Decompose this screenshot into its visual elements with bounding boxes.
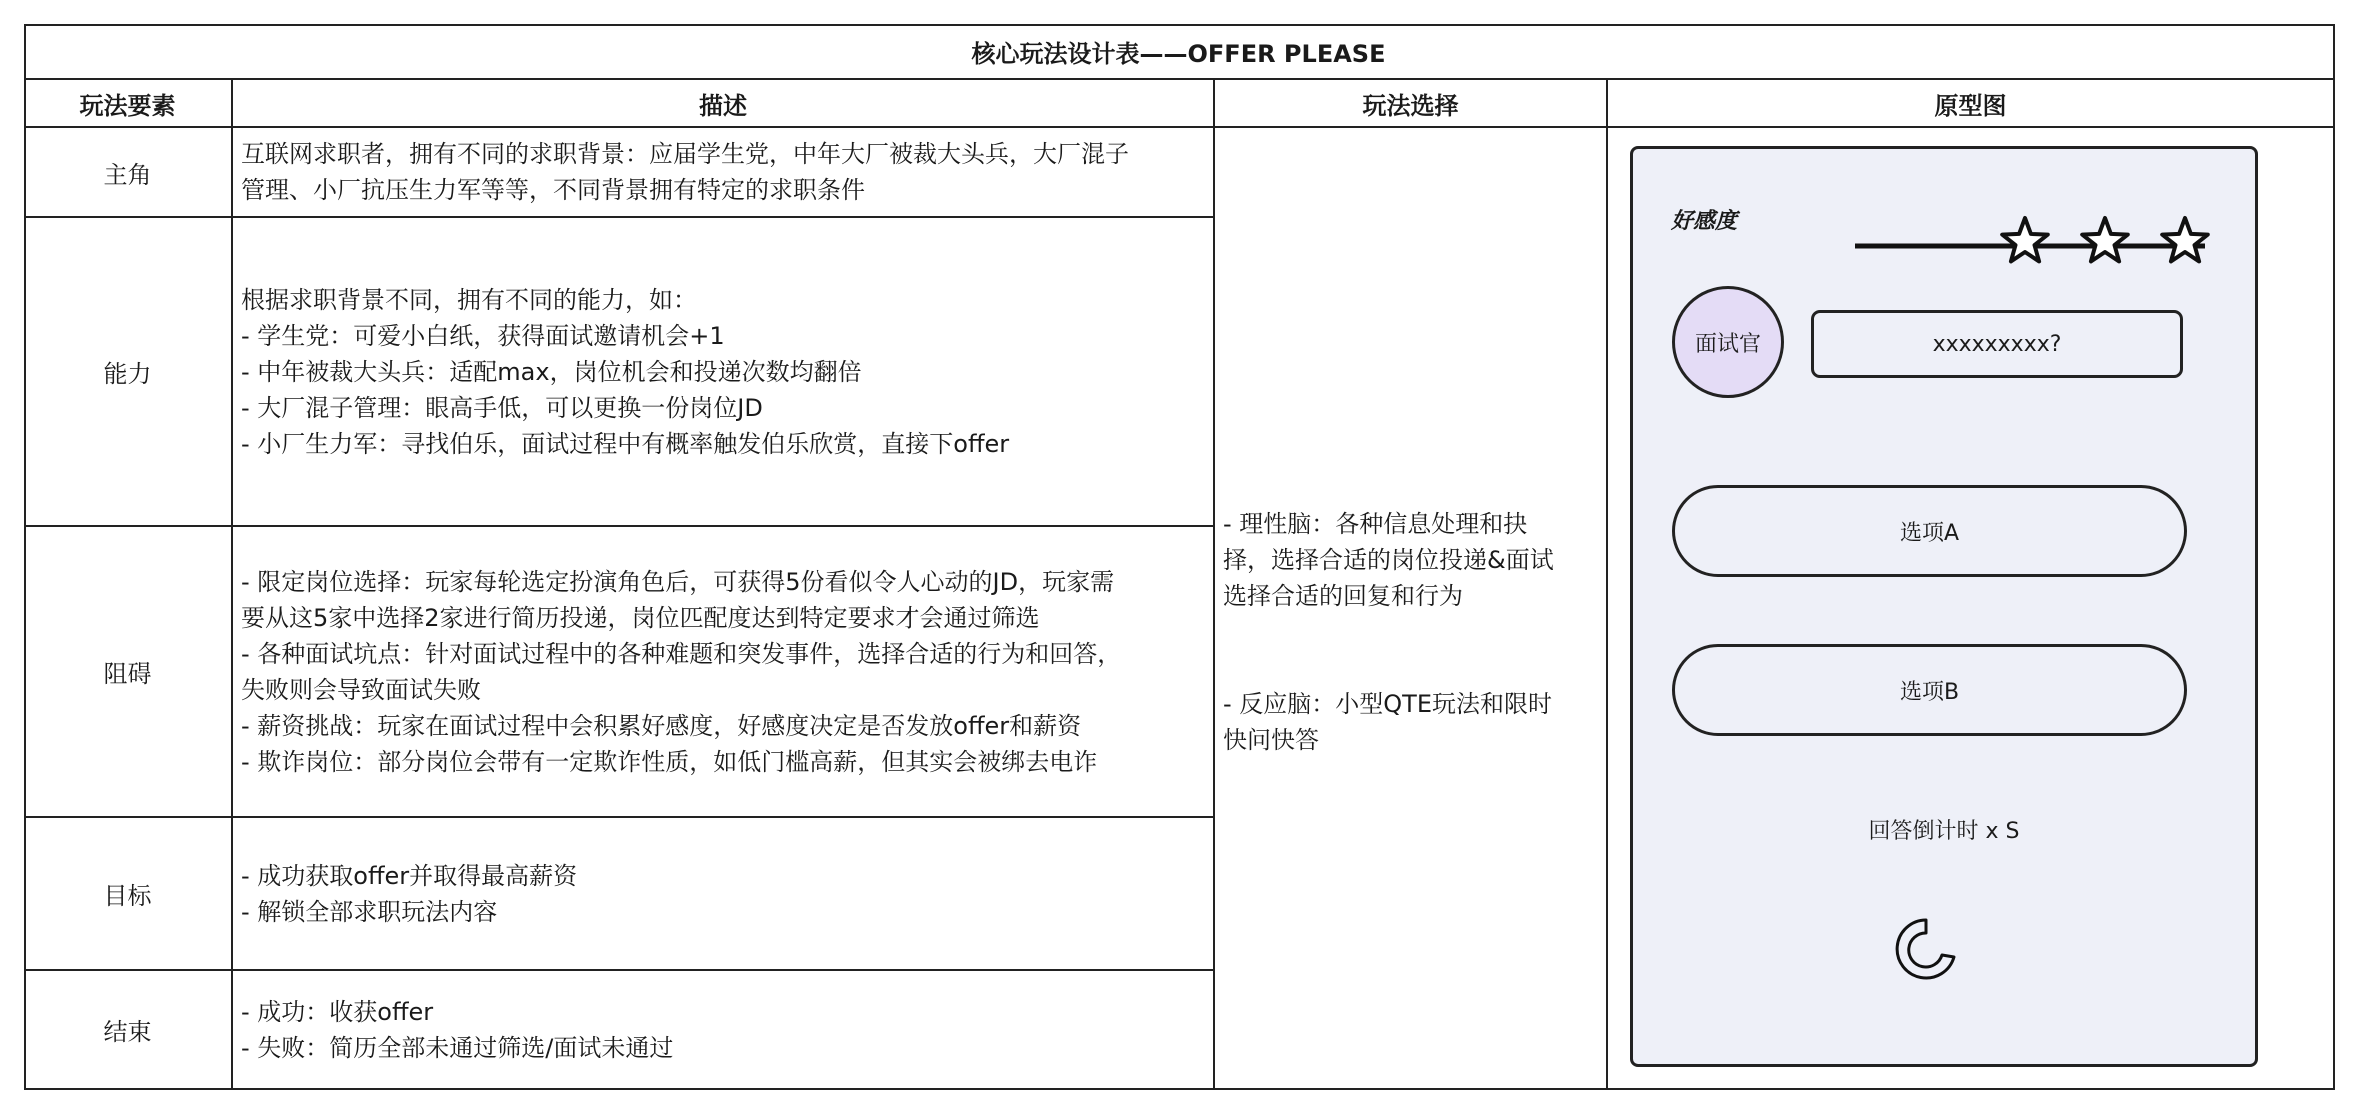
- header-description: 描述: [233, 80, 1215, 128]
- choice-line: - 理性脑：各种信息处理和抉: [1223, 510, 1528, 538]
- desc-line: - 小厂生力军：寻找伯乐，面试过程中有概率触发伯乐欣赏，直接下offer: [241, 429, 1010, 458]
- option-b-label: 选项B: [1899, 679, 1960, 705]
- table-title: 核心玩法设计表——OFFER PLEASE: [24, 24, 2335, 80]
- choice-rational: [1223, 506, 1554, 614]
- prototype-cell: [1608, 128, 2335, 1090]
- favor-stars: [2002, 218, 2208, 261]
- row-label-ability: 能力: [24, 218, 233, 527]
- choice-reflex: [1223, 686, 1552, 758]
- header-element: 玩法要素: [24, 80, 233, 128]
- desc-line: - 成功获取offer并取得最高薪资: [241, 861, 578, 890]
- desc-line: 要从这5家中选择2家进行简历投递，岗位匹配度达到特定要求才会通过筛选: [241, 603, 1040, 632]
- choice-line: 选择合适的回复和行为: [1223, 582, 1463, 610]
- desc-line: - 各种面试坑点：针对面试过程中的各种难题和突发事件，选择合适的行为和回答，: [241, 639, 1122, 668]
- interviewer-label: 面试官: [1694, 331, 1761, 357]
- star-icon: [2082, 218, 2128, 261]
- desc-line: - 学生党：可爱小白纸，获得面试邀请机会+1: [241, 321, 725, 350]
- row-label-protagonist: 主角: [24, 128, 233, 218]
- desc-line: 失败则会导致面试失败: [241, 675, 481, 704]
- countdown-text: 回答倒计时 x S: [1868, 819, 2020, 844]
- favor-meter: [1855, 176, 2215, 266]
- design-table: [24, 24, 2335, 1090]
- choice-line: 快问快答: [1223, 726, 1319, 754]
- row-label-ending: 结束: [24, 971, 233, 1090]
- row-desc-ending: [233, 971, 1215, 1090]
- desc-line: - 解锁全部求职玩法内容: [241, 897, 498, 926]
- desc-line: - 成功：收获offer: [241, 997, 434, 1026]
- option-a-button[interactable]: [1672, 485, 2187, 577]
- choice-line: - 反应脑：小型QTE玩法和限时: [1223, 690, 1553, 718]
- option-b-button[interactable]: [1672, 644, 2187, 736]
- desc-line: - 中年被裁大头兵：适配max，岗位机会和投递次数均翻倍: [241, 357, 862, 386]
- choice-line: 择，选择合适的岗位投递&面试: [1223, 546, 1554, 574]
- desc-line: 根据求职背景不同，拥有不同的能力，如：: [241, 285, 697, 314]
- desc-line: - 限定岗位选择：玩家每轮选定扮演角色后，可获得5份看似令人心动的JD，玩家需: [241, 567, 1115, 596]
- desc-line: - 欺诈岗位：部分岗位会带有一定欺诈性质，如低门槛高薪，但其实会被绑去电诈: [241, 747, 1098, 776]
- interviewer-avatar: [1672, 286, 1784, 398]
- star-icon: [2162, 218, 2208, 261]
- header-prototype: 原型图: [1608, 80, 2335, 128]
- row-label-goal: 目标: [24, 818, 233, 971]
- desc-line: 互联网求职者，拥有不同的求职背景：应届学生党，中年大厂被裁大头兵，大厂混子: [241, 140, 1129, 168]
- prototype-screen: [1630, 146, 2258, 1067]
- question-text: xxxxxxxxx?: [1932, 331, 2062, 357]
- option-a-label: 选项A: [1899, 520, 1960, 546]
- row-desc-obstacle: [233, 527, 1215, 818]
- loading-icon: [1888, 907, 1968, 987]
- desc-line: 管理、小厂抗压生力军等等，不同背景拥有特定的求职条件: [241, 176, 865, 204]
- row-desc-goal: [233, 818, 1215, 971]
- desc-line: - 失败：简历全部未通过筛选/面试未通过: [241, 1033, 674, 1062]
- favor-label: 好感度: [1671, 209, 1738, 234]
- row-label-obstacle: 阻碍: [24, 527, 233, 818]
- row-desc-ability: [233, 218, 1215, 527]
- question-bubble: [1811, 310, 2183, 378]
- row-desc-protagonist: [233, 128, 1215, 218]
- header-choice: 玩法选择: [1215, 80, 1608, 128]
- desc-line: - 薪资挑战：玩家在面试过程中会积累好感度，好感度决定是否发放offer和薪资: [241, 711, 1082, 740]
- gameplay-choice-cell: [1215, 128, 1608, 1090]
- desc-line: - 大厂混子管理：眼高手低，可以更换一份岗位JD: [241, 393, 763, 422]
- star-icon: [2002, 218, 2048, 261]
